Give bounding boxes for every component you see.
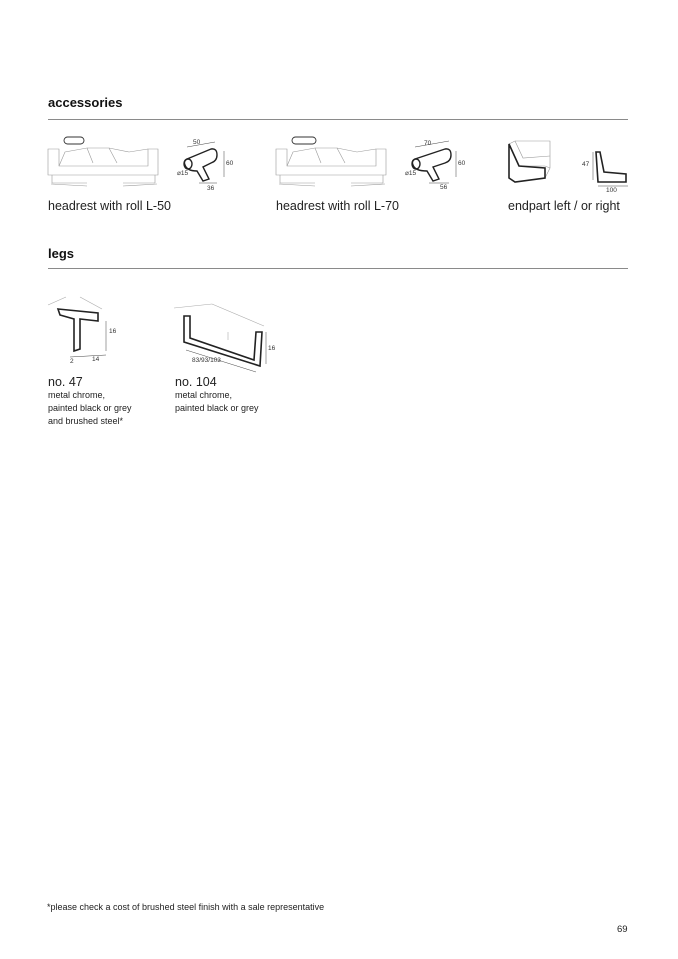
leg-47-desc-line: metal chrome, [48,390,106,400]
endpart-illustration [505,138,565,188]
caption-headrest-l70: headrest with roll L-70 [276,199,399,213]
dim-width: 100 [606,187,617,194]
dim-length: 50 [193,139,201,146]
leg-47-description [48,389,132,428]
headrest-roll-l50-diagram [177,137,242,192]
dim-diameter: ⌀15 [177,170,189,177]
leg-47-desc-line: painted black or grey [48,403,132,413]
dim-height: 16 [268,345,276,352]
footnote: *please check a cost of brushed steel finish with a sale representative [47,902,325,912]
dim-width: 14 [92,356,100,363]
dim-depth: 36 [207,185,215,192]
leg-47-diagram [40,295,130,367]
page-number: 69 [617,924,628,935]
dim-height: 47 [582,161,590,168]
endpart-profile-diagram [580,150,632,192]
dim-thickness: 2 [70,358,74,365]
headrest-roll-l70-diagram [405,137,470,192]
legs-heading: legs [48,246,75,261]
accessories-heading: accessories [48,95,123,110]
accessories-divider [48,119,628,120]
leg-104-diagram [168,302,280,374]
sofa-headrest-l70-illustration [275,135,390,190]
sofa-headrest-l50-illustration [47,135,162,190]
leg-104-description [175,389,259,415]
caption-endpart: endpart left / or right [508,199,620,213]
dim-height: 60 [458,160,466,167]
dim-depth: 56 [440,184,448,191]
leg-47-desc-line: and brushed steel* [48,416,124,426]
dim-diameter: ⌀15 [405,170,417,177]
leg-104-desc-line: metal chrome, [175,390,233,400]
legs-divider [48,268,628,269]
leg-104-desc-line: painted black or grey [175,403,259,413]
dim-height: 60 [226,160,234,167]
dim-height: 16 [109,328,117,335]
dim-length: 70 [424,140,432,147]
dim-length: 83/93/103 [192,357,221,364]
leg-104-number: no. 104 [175,375,217,389]
caption-headrest-l50: headrest with roll L-50 [48,199,171,213]
leg-47-number: no. 47 [48,375,83,389]
